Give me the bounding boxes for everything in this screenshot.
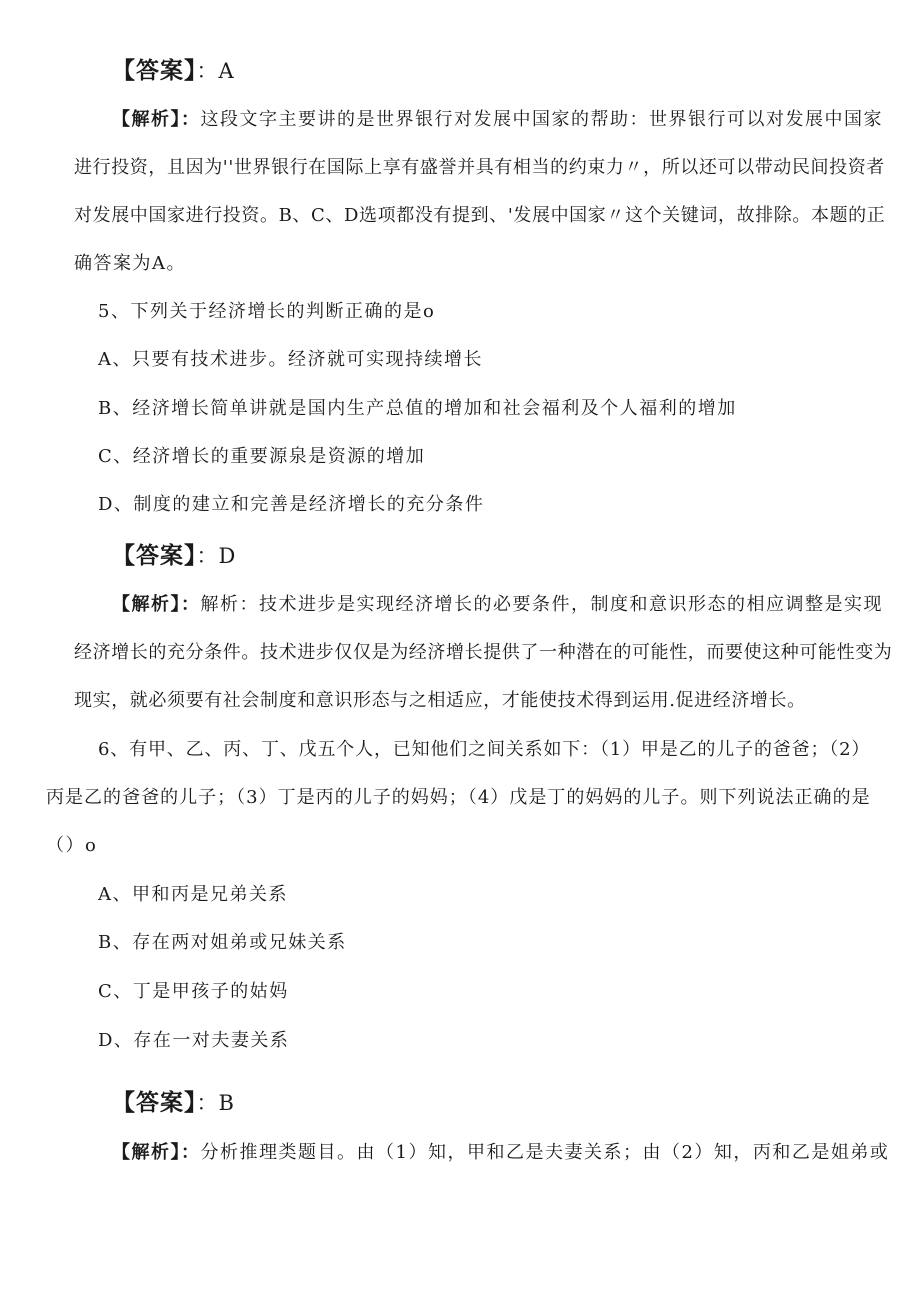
analysis-text: 解析：技术进步是实现经济增长的必要条件，制度和意识形态的相应调整是实现 <box>200 594 883 615</box>
option-d: D、存在一对夫妻关系 <box>98 1030 290 1051</box>
answer-label: 【答案】 <box>112 58 197 84</box>
analysis-tag: 【解析】： <box>112 109 201 130</box>
analysis-tag: 【解析】： <box>112 1142 201 1163</box>
analysis-line: 对发展中国家进行投资。B、C、D选项都没有提到、'发展中国家〃这个关键词，故排除。本题的正 <box>74 205 886 226</box>
analysis-tag: 【解析】： <box>112 594 201 615</box>
analysis-text: 分析推理类题目。由（1）知，甲和乙是夫妻关系；由（2）知，丙和乙是姐弟或 <box>200 1142 890 1163</box>
answer-line <box>112 543 236 569</box>
option-c: C、丁是甲孩子的姑妈 <box>98 981 289 1002</box>
analysis-line <box>112 592 883 618</box>
answer-line <box>112 1090 235 1116</box>
option-d: D、制度的建立和完善是经济增长的充分条件 <box>98 494 485 515</box>
answer-line <box>112 58 235 84</box>
option-c: C、经济增长的重要源泉是资源的增加 <box>98 446 426 467</box>
answer-value: B <box>218 1091 235 1115</box>
question-stem: 6、有甲、乙、丙、丁、戊五个人，已知他们之间关系如下：（1）甲是乙的儿子的爸爸；（2） <box>98 739 870 760</box>
option-b: B、存在两对姐弟或兄妹关系 <box>98 932 347 953</box>
analysis-line: 进行投资，且因为''世界银行在国际上享有盛誉并具有相当的约束力〃，所以还可以带动民间投资者 <box>74 157 885 178</box>
question-stem: 5、下列关于经济增长的判断正确的是o <box>98 301 436 322</box>
answer-label: 【答案】 <box>112 1090 197 1116</box>
analysis-line <box>112 107 883 133</box>
answer-label: 【答案】 <box>112 543 197 569</box>
option-a: A、甲和丙是兄弟关系 <box>98 884 288 905</box>
answer-value: A <box>218 59 235 83</box>
analysis-line <box>112 1140 890 1166</box>
option-a: A、只要有技术进步。经济就可实现持续增长 <box>98 349 483 370</box>
question-stem: （）o <box>46 835 98 856</box>
analysis-text: 这段文字主要讲的是世界银行对发展中国家的帮助：世界银行可以对发展中国家 <box>200 109 883 130</box>
answer-value: D <box>218 544 237 568</box>
answer-separator: ： <box>196 544 219 568</box>
answer-separator: ： <box>196 1091 219 1115</box>
analysis-line: 现实，就必须要有社会制度和意识形态与之相适应，才能使技术得到运用.促进经济增长。 <box>74 690 806 711</box>
answer-separator: ： <box>196 59 219 83</box>
analysis-line: 经济增长的充分条件。技术进步仅仅是为经济增长提供了一种潜在的可能性，而要使这种可能性变为 <box>74 642 893 663</box>
question-stem: 丙是乙的爸爸的儿子；（3）丁是丙的儿子的妈妈；（4）戊是丁的妈妈的儿子。则下列说法正确的是 <box>46 787 870 808</box>
option-b: B、经济增长简单讲就是国内生产总值的增加和社会福利及个人福利的增加 <box>98 398 737 419</box>
analysis-line: 确答案为A。 <box>74 253 186 274</box>
